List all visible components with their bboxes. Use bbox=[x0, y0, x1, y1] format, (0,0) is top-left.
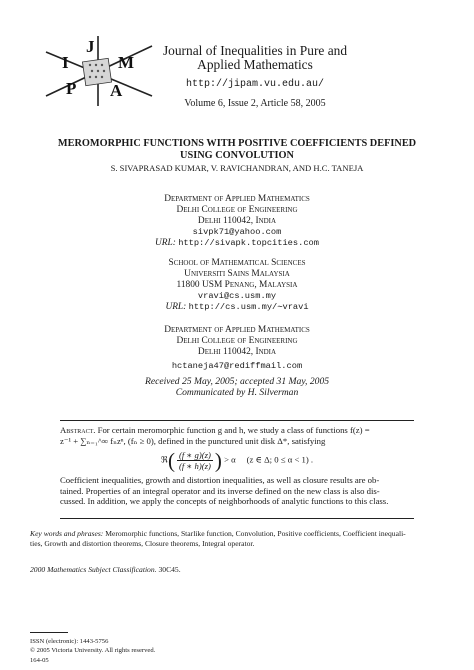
affiliation-3 bbox=[0, 325, 474, 372]
logo-letter-a: A bbox=[110, 81, 123, 100]
abstract bbox=[60, 425, 414, 507]
affiliation-dept: Department of Applied Mathematics bbox=[164, 194, 310, 204]
real-part-symbol: ℜ bbox=[160, 454, 168, 465]
footer bbox=[30, 637, 155, 665]
formula-denominator: (f ∗ h)(z) bbox=[178, 461, 211, 472]
formula-numerator: (f ∗ g)(z) bbox=[178, 450, 211, 461]
abstract-label: Abstract. bbox=[60, 425, 96, 435]
logo-letter-j: J bbox=[86, 37, 95, 56]
affiliation-email[interactable]: sivpk71@yahoo.com bbox=[192, 227, 282, 237]
jimpa-logo bbox=[40, 34, 160, 108]
journal-title-line1: Journal of Inequalities in Pure and bbox=[162, 43, 348, 58]
affiliation-city: 11800 USM Penang, Malaysia bbox=[176, 280, 298, 290]
affiliation-url-line bbox=[0, 238, 474, 249]
url-label: URL: bbox=[155, 238, 176, 248]
received-date: Received 25 May, 2005; accepted 31 May, 2005 bbox=[144, 376, 330, 387]
copyright: © 2005 Victoria University. All rights reserved. bbox=[30, 647, 156, 655]
communicated-by: Communicated by H. Silverman bbox=[175, 387, 299, 398]
dates bbox=[0, 376, 474, 398]
abstract-top-rule bbox=[60, 420, 414, 421]
affiliation-inst: Delhi College of Engineering bbox=[176, 336, 298, 346]
affiliation-url-line bbox=[0, 302, 474, 313]
msc-value: 30C45. bbox=[158, 565, 181, 574]
issn: ISSN (electronic): 1443-5756 bbox=[30, 638, 109, 645]
journal-header bbox=[160, 44, 350, 109]
paper-title-line1: MEROMORPHIC FUNCTIONS WITH POSITIVE COEFFICIENTS DEFINED bbox=[57, 138, 417, 149]
affiliation-url[interactable]: http://cs.usm.my/∼vravi bbox=[188, 302, 309, 312]
abstract-body-3: cussed. In addition, we apply the concepts of neighborhoods of analytic functions to this class. bbox=[60, 496, 389, 507]
affiliation-city: Delhi 110042, India bbox=[197, 347, 277, 357]
abstract-body-2: tained. Properties of an integral operator and its inverse defined on the new class is also dis- bbox=[60, 485, 380, 496]
abstract-formula bbox=[60, 450, 414, 471]
affiliation-2 bbox=[0, 258, 474, 313]
affiliation-1 bbox=[0, 194, 474, 249]
logo-letter-p: P bbox=[66, 79, 77, 98]
formula-fraction bbox=[177, 450, 213, 471]
msc bbox=[30, 565, 181, 574]
affiliation-city: Delhi 110042, India bbox=[197, 216, 277, 226]
abstract-body-1: Coefficient inequalities, growth and distortion inequalities, as well as closure results are ob- bbox=[60, 475, 380, 486]
paper-title bbox=[0, 138, 474, 161]
affiliation-email[interactable]: vravi@cs.usm.my bbox=[197, 291, 277, 301]
right-paren: ) bbox=[214, 448, 222, 473]
keywords-line1 bbox=[30, 529, 450, 539]
affiliation-dept: Department of Applied Mathematics bbox=[164, 325, 310, 335]
formula-condition: > α (z ∈ Δ; 0 ≤ α < 1) . bbox=[224, 454, 314, 465]
msc-label: 2000 Mathematics Subject Classification. bbox=[30, 565, 157, 574]
abstract-line2: z⁻¹ + ∑ₙ₌₁^∞ fₙzⁿ, (fₙ ≥ 0), defined in the punctured unit disk Δ*, satisfying bbox=[60, 435, 326, 446]
article-code: 164-05 bbox=[30, 656, 49, 664]
logo-letter-m: M bbox=[118, 53, 135, 72]
journal-issue: Volume 6, Issue 2, Article 58, 2005 bbox=[184, 98, 326, 109]
abstract-bottom-rule bbox=[60, 518, 414, 519]
paper-title-line2: USING CONVOLUTION bbox=[180, 149, 294, 161]
journal-url[interactable]: http://jipam.vu.edu.au/ bbox=[185, 79, 325, 90]
footer-rule bbox=[30, 632, 68, 633]
affiliation-url[interactable]: http://sivapk.topcities.com bbox=[178, 238, 319, 248]
url-label: URL: bbox=[165, 302, 187, 312]
keywords-line2: ties, Growth and distortion theorems, Closure theorems, Integral operator. bbox=[30, 538, 255, 548]
keywords-text1: Meromorphic functions, Starlike function, Convolution, Positive coefficients, Coefficient inequali- bbox=[105, 529, 406, 538]
left-paren: ( bbox=[167, 448, 175, 473]
affiliation-email[interactable]: hctaneja47@rediffmail.com bbox=[171, 361, 303, 371]
affiliation-inst: Universiti Sains Malaysia bbox=[184, 269, 290, 279]
paper-authors: S. SIVAPRASAD KUMAR, V. RAVICHANDRAN, AND H.C. TANEJA bbox=[110, 163, 364, 173]
affiliation-dept: School of Mathematical Sciences bbox=[168, 258, 306, 268]
logo-letter-i: I bbox=[62, 53, 69, 72]
affiliation-inst: Delhi College of Engineering bbox=[176, 205, 298, 215]
keywords bbox=[30, 529, 450, 548]
keywords-label: Key words and phrases: bbox=[30, 529, 104, 538]
abstract-intro: For certain meromorphic function g and h, we study a class of functions f(z) = bbox=[97, 425, 370, 435]
journal-title-line2: Applied Mathematics bbox=[197, 57, 313, 72]
abstract-line1 bbox=[60, 425, 414, 436]
